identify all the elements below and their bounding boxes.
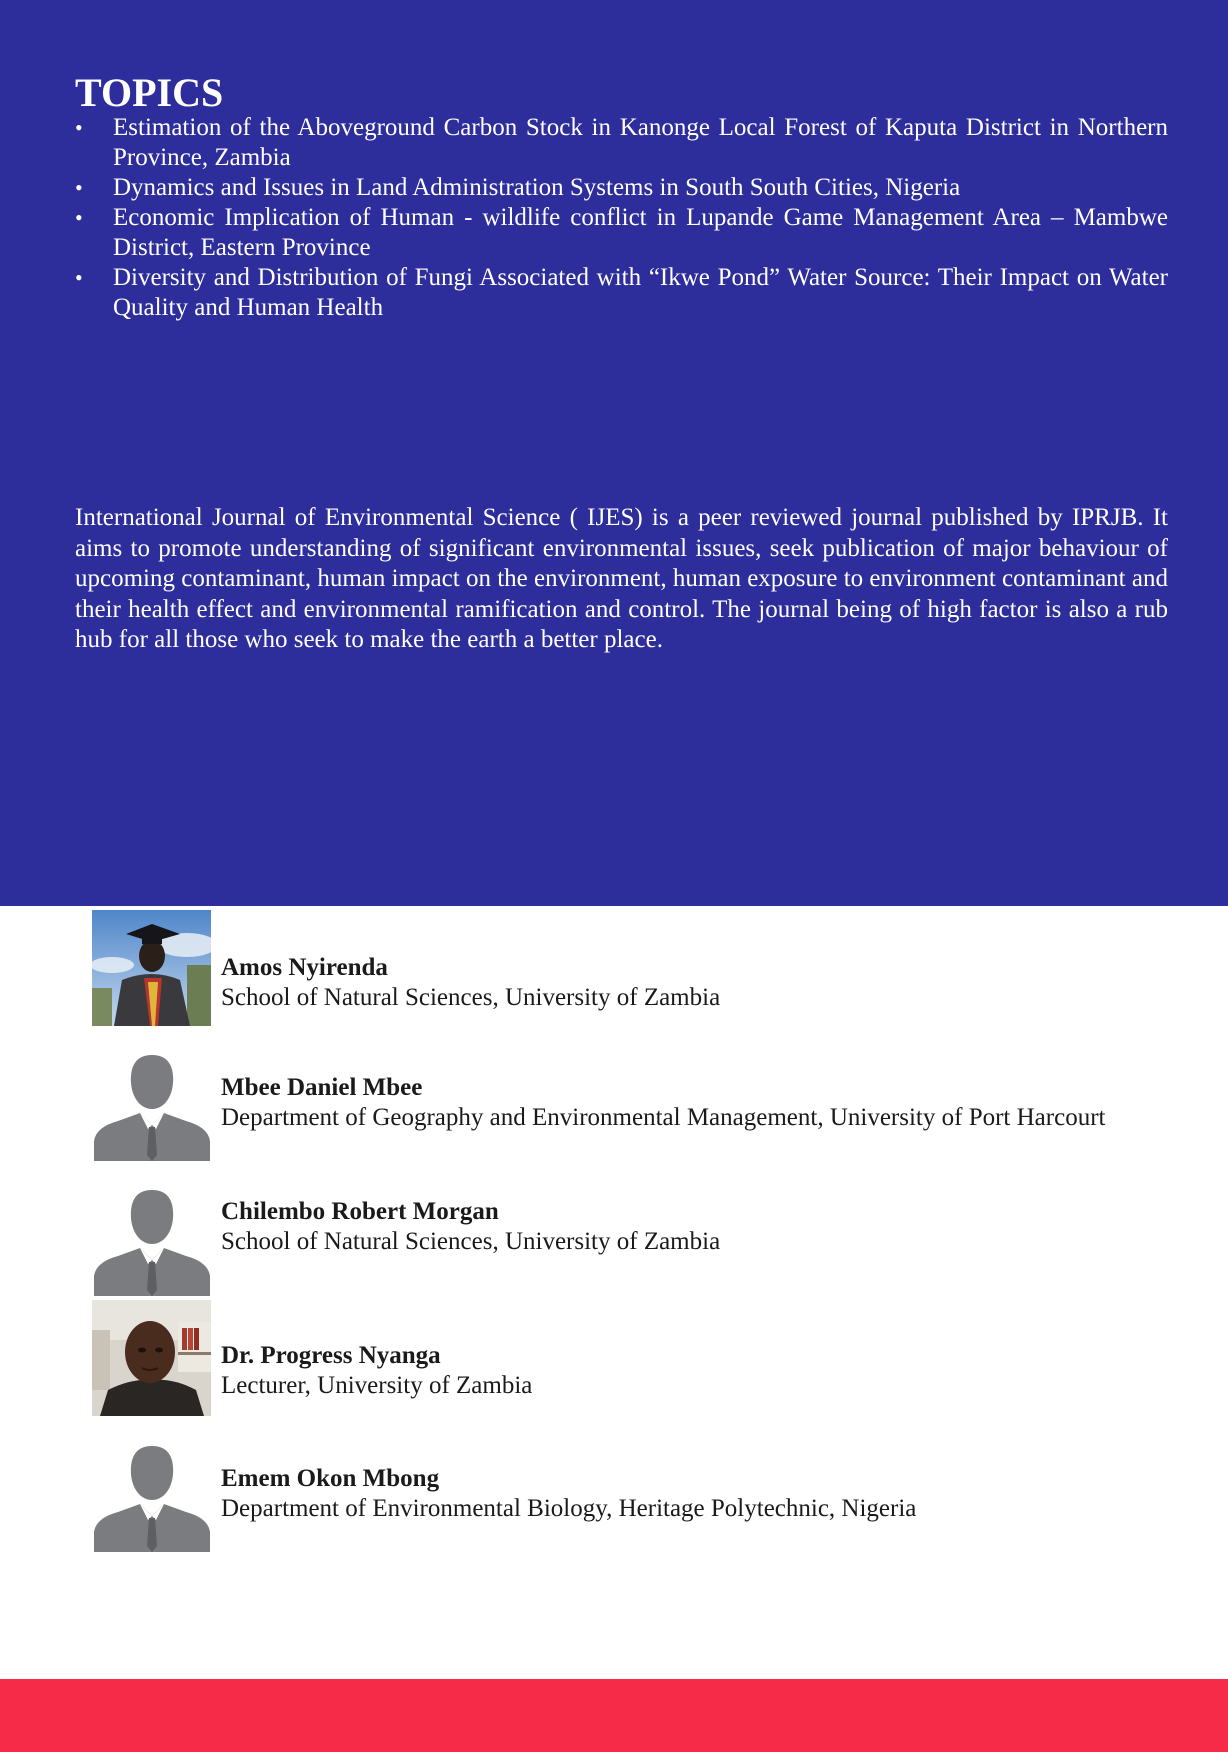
author-name: Chilembo Robert Morgan xyxy=(221,1198,499,1225)
topic-item xyxy=(75,203,1168,263)
author-affiliation: School of Natural Sciences, University of Zambia xyxy=(221,984,721,1011)
author-affiliation: Department of Geography and Environmental Management, University of Port Harcourt xyxy=(221,1104,1106,1131)
topic-item xyxy=(75,263,1168,323)
topic-item xyxy=(75,113,1168,173)
author-photo xyxy=(92,1045,211,1161)
author-text xyxy=(221,1464,916,1524)
author-text xyxy=(221,1197,720,1257)
author-name: Emem Okon Mbong xyxy=(221,1465,440,1492)
author-name: Mbee Daniel Mbee xyxy=(221,1074,423,1101)
author-affiliation: School of Natural Sciences, University of Zambia xyxy=(221,1228,721,1255)
bullet-icon: • xyxy=(75,205,83,230)
topic-text: Economic Implication of Human - wildlife conflict in Lupande Game Management Area – Mambwe District, Eastern Province xyxy=(113,204,1168,261)
author-affiliation: Lecturer, University of Zambia xyxy=(221,1372,533,1399)
topics-heading: TOPICS xyxy=(75,70,224,115)
author-card xyxy=(92,1045,1192,1161)
author-name: Amos Nyirenda xyxy=(221,954,388,981)
author-affiliation: Department of Environmental Biology, Heritage Polytechnic, Nigeria xyxy=(221,1495,917,1522)
author-text xyxy=(221,1341,532,1401)
person-silhouette-icon xyxy=(92,1436,211,1552)
topics-list xyxy=(75,113,1168,323)
author-photo xyxy=(92,1180,211,1296)
bottom-color-band xyxy=(0,1679,1228,1752)
bullet-icon: • xyxy=(75,265,83,290)
author-card xyxy=(92,1180,1192,1296)
author-name: Dr. Progress Nyanga xyxy=(221,1342,441,1369)
author-card xyxy=(92,1436,1192,1552)
author-photo xyxy=(92,1436,211,1552)
author-card xyxy=(92,1300,1192,1416)
author-text xyxy=(221,953,720,1013)
bullet-icon: • xyxy=(75,175,83,200)
person-silhouette-icon xyxy=(92,1180,211,1296)
bullet-icon: • xyxy=(75,115,83,140)
journal-description: International Journal of Environmental Science ( IJES) is a peer reviewed journal published by IPRJB. It aims to promote understanding of significant environmental issues, seek publication of major behaviour of upcoming contaminant, human impact on the environment, human exposure to environment contaminant and their health effect and environmental ramification and control. The journal being of high factor is also a rub hub for all those who seek to make the earth a better place. xyxy=(75,504,1168,653)
author-photo xyxy=(92,1300,211,1416)
topic-text: Dynamics and Issues in Land Administration Systems in South South Cities, Nigeria xyxy=(113,174,961,201)
topic-text: Estimation of the Aboveground Carbon Stock in Kanonge Local Forest of Kaputa District in Northern Province, Zambia xyxy=(113,114,1168,171)
topic-text: Diversity and Distribution of Fungi Associated with “Ikwe Pond” Water Source: Their Impact on Water Quality and Human Health xyxy=(113,264,1168,321)
author-text xyxy=(221,1073,1105,1133)
person-silhouette-icon xyxy=(92,1045,211,1161)
topic-item xyxy=(75,173,1168,203)
author-photo xyxy=(92,910,211,1026)
author-card xyxy=(92,910,1192,1026)
